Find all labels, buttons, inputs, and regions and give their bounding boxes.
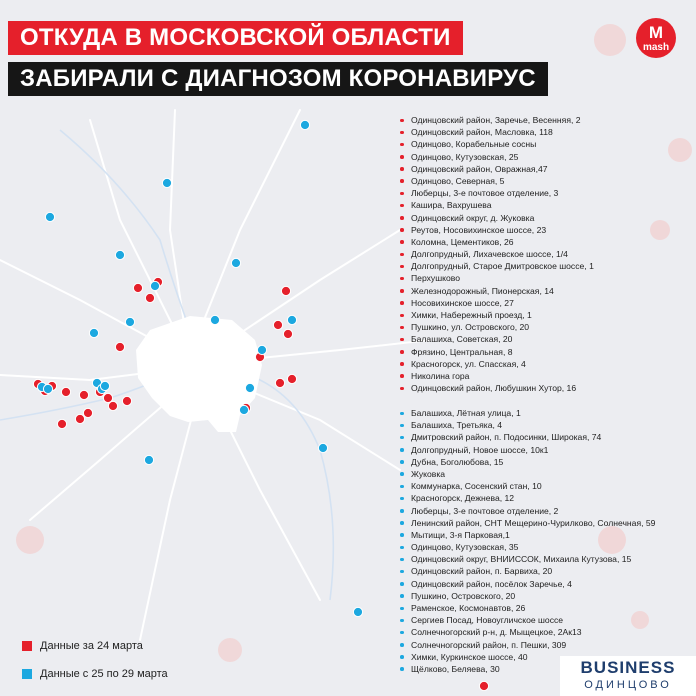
red-address-text: Носовихинское шоссе, 27 [411, 297, 514, 308]
red-address-text: Одинцово, Северная, 5 [411, 175, 505, 186]
red-address-item [396, 333, 696, 345]
blue-case-marker [115, 250, 124, 259]
red-address-bullet-icon [400, 338, 404, 342]
red-address-bullet-icon [400, 289, 404, 293]
red-address-text: Перхушково [411, 273, 461, 284]
red-case-marker [61, 387, 70, 396]
blue-address-item [396, 419, 696, 431]
red-address-text: Реутов, Носовихинское шоссе, 23 [411, 224, 547, 235]
blue-address-text: Одинцовский округ, ВНИИССОК, Михаила Кутузова, 15 [411, 554, 632, 565]
blue-address-item [396, 456, 696, 468]
blue-address-item [396, 431, 696, 443]
red-address-bullet-icon [400, 387, 404, 391]
blue-address-item [396, 614, 696, 626]
red-address-item [396, 346, 696, 358]
blue-address-bullet-icon [400, 448, 404, 452]
blue-address-item [396, 468, 696, 480]
red-address-bullet-icon [400, 131, 404, 135]
blue-address-text: Люберцы, 3-е почтовое отделение, 2 [411, 505, 559, 516]
red-case-marker [479, 681, 488, 690]
red-address-bullet-icon [400, 265, 404, 269]
blue-address-text: Одинцово, Кутузовская, 35 [411, 542, 519, 553]
blue-address-bullet-icon [400, 460, 404, 464]
red-address-bullet-icon [400, 301, 404, 305]
red-case-marker [281, 286, 290, 295]
blue-address-item [396, 529, 696, 541]
red-address-bullet-icon [400, 143, 404, 147]
red-address-bullet-icon [400, 204, 404, 208]
red-address-item [396, 199, 696, 211]
blue-case-marker [144, 455, 153, 464]
red-address-bullet-icon [400, 253, 404, 257]
blue-address-bullet-icon [400, 570, 404, 574]
blue-address-text: Химки, Куркинское шоссе, 40 [411, 651, 528, 662]
legend-label-blue: Данные с 25 по 29 марта [40, 668, 168, 680]
red-address-bullet-icon [400, 155, 404, 159]
blue-case-marker [162, 178, 171, 187]
red-address-bullet-icon [400, 119, 404, 123]
red-case-marker [83, 408, 92, 417]
blue-address-item [396, 407, 696, 419]
red-address-text: Одинцовский район, Овражная,47 [411, 163, 548, 174]
red-address-text: Коломна, Цементиков, 26 [411, 236, 514, 247]
red-address-item [396, 151, 696, 163]
mash-logo-glyph: M [648, 23, 664, 42]
red-address-item [396, 285, 696, 297]
red-address-item [396, 138, 696, 150]
blue-address-item [396, 517, 696, 529]
red-address-text: Красногорск, ул. Спасская, 4 [411, 358, 526, 369]
red-address-item [396, 248, 696, 260]
blue-address-text: Мытищи, 3-я Парковая,1 [411, 529, 510, 540]
red-address-text: Железнодорожный, Пионерская, 14 [411, 285, 554, 296]
blue-square-icon [22, 669, 32, 679]
red-address-text: Одинцовский район, Любушкин Хутор, 16 [411, 383, 577, 394]
red-case-marker [283, 329, 292, 338]
red-address-bullet-icon [400, 350, 404, 354]
blue-address-item [396, 505, 696, 517]
blue-address-item [396, 480, 696, 492]
mash-logo-text: mash [642, 42, 670, 53]
blue-address-bullet-icon [400, 655, 404, 659]
blue-address-item [396, 541, 696, 553]
blue-address-item [396, 578, 696, 590]
red-address-text: Кашира, Вахрушева [411, 200, 492, 211]
red-address-text: Николина гора [411, 370, 470, 381]
watermark-top-text: BUSINESS [580, 658, 676, 677]
blue-address-bullet-icon [400, 472, 404, 476]
blue-address-bullet-icon [400, 582, 404, 586]
blue-address-bullet-icon [400, 546, 404, 550]
blue-case-marker [125, 317, 134, 326]
red-address-item [396, 272, 696, 284]
blue-case-marker [150, 281, 159, 290]
blue-address-text: Долгопрудный, Новое шоссе, 10к1 [411, 444, 549, 455]
red-address-text: Одинцовский район, Масловка, 118 [411, 127, 553, 138]
red-address-bullet-icon [400, 277, 404, 281]
red-address-text: Пушкино, ул. Островского, 20 [411, 322, 530, 333]
red-case-marker [122, 396, 131, 405]
blue-case-marker [100, 381, 109, 390]
blue-address-bullet-icon [400, 485, 404, 489]
blue-address-item [396, 553, 696, 565]
blue-address-text: Одинцовский район, посёлок Заречье, 4 [411, 578, 572, 589]
red-address-item [396, 382, 696, 394]
legend-label-red: Данные за 24 марта [40, 640, 143, 652]
red-case-marker [287, 374, 296, 383]
title-line-1: ОТКУДА В МОСКОВСКОЙ ОБЛАСТИ [8, 21, 463, 55]
watermark-bottom-text: ОДИНЦОВО [584, 679, 672, 691]
red-address-bullet-icon [400, 192, 404, 196]
red-case-marker [79, 390, 88, 399]
legend [22, 636, 168, 692]
blue-case-marker [43, 384, 52, 393]
blue-address-item [396, 626, 696, 638]
red-address-text: Долгопрудный, Старое Дмитровское шоссе, 1 [411, 261, 594, 272]
blue-address-text: Щёлково, Беляева, 30 [411, 663, 500, 674]
red-case-marker [133, 283, 142, 292]
blue-address-bullet-icon [400, 558, 404, 562]
blue-case-marker [210, 315, 219, 324]
blue-address-bullet-icon [400, 509, 404, 513]
blue-address-bullet-icon [400, 436, 404, 440]
blue-address-text: Дубна, Боголюбова, 15 [411, 456, 504, 467]
blue-address-text: Балашиха, Лётная улица, 1 [411, 408, 521, 418]
blue-address-bullet-icon [400, 533, 404, 537]
blue-address-bullet-icon [400, 594, 404, 598]
red-address-bullet-icon [400, 228, 404, 232]
title-line-2: ЗАБИРАЛИ С ДИАГНОЗОМ КОРОНАВИРУС [8, 62, 548, 96]
red-address-text: Долгопрудный, Лихачевское шоссе, 1/4 [411, 249, 568, 260]
red-address-text: Фрязино, Центральная, 8 [411, 346, 513, 357]
blue-address-bullet-icon [400, 667, 404, 671]
blue-case-marker [318, 443, 327, 452]
red-address-item [396, 163, 696, 175]
red-address-text: Одинцово, Кутузовская, 25 [411, 151, 519, 162]
blue-address-text: Раменское, Космонавтов, 26 [411, 603, 526, 613]
red-address-bullet-icon [400, 326, 404, 330]
red-case-marker [75, 414, 84, 423]
blue-address-text: Жуковка [411, 468, 446, 479]
blue-address-text: Солнечногорский р-н, д. Мыщецкое, 2Ак13 [411, 627, 582, 638]
blue-address-text: Дмитровский район, п. Подосинки, Широкая, 74 [411, 432, 602, 443]
blue-address-item [396, 639, 696, 651]
red-address-item [396, 187, 696, 199]
blue-address-item [396, 602, 696, 614]
red-address-text: Химки, Набережный проезд, 1 [411, 310, 532, 320]
red-address-item [396, 358, 696, 370]
red-address-bullet-icon [400, 314, 404, 318]
red-address-item [396, 297, 696, 309]
red-case-marker [145, 293, 154, 302]
blue-case-marker [89, 328, 98, 337]
red-address-item [396, 224, 696, 236]
business-odintsovo-watermark [560, 656, 696, 696]
blue-case-marker [353, 607, 362, 616]
blue-address-text: Одинцовский район, п. Барвиха, 20 [411, 566, 553, 577]
red-square-icon [22, 641, 32, 651]
red-address-bullet-icon [400, 362, 404, 366]
blue-address-text: Красногорск, Дежнева, 12 [411, 493, 515, 504]
blue-case-marker [300, 120, 309, 129]
blue-address-bullet-icon [400, 619, 404, 623]
red-address-text: Одинцовский район, Заречье, Весенняя, 2 [411, 115, 581, 125]
red-address-bullet-icon [400, 374, 404, 378]
blue-address-text: Сергиев Посад, Новоугличское шоссе [411, 615, 564, 626]
red-address-text: Балашиха, Советская, 20 [411, 334, 513, 345]
red-case-marker [115, 342, 124, 351]
red-address-bullet-icon [400, 167, 404, 171]
red-address-item [396, 114, 696, 126]
red-address-item [396, 212, 696, 224]
red-address-bullet-icon [400, 240, 404, 244]
red-address-item [396, 175, 696, 187]
blue-address-text: Ленинский район, СНТ Мещерино-Чурилково, Солнечная, 59 [411, 517, 656, 528]
blue-address-bullet-icon [400, 643, 404, 647]
blue-case-marker [239, 405, 248, 414]
blue-address-text: Коммунарка, Сосенский стан, 10 [411, 481, 542, 492]
red-case-marker [108, 401, 117, 410]
red-case-marker [275, 378, 284, 387]
red-address-bullet-icon [400, 179, 404, 183]
blue-address-bullet-icon [400, 521, 404, 525]
blue-address-item [396, 492, 696, 504]
legend-item-blue [22, 664, 168, 684]
blue-address-text: Балашиха, Третьяка, 4 [411, 420, 503, 431]
blue-address-bullet-icon [400, 631, 404, 635]
red-address-item [396, 126, 696, 138]
blue-address-bullet-icon [400, 412, 404, 416]
red-address-text: Одинцовский округ, д. Жуковка [411, 212, 535, 223]
blue-address-item [396, 444, 696, 456]
blue-address-item [396, 590, 696, 602]
red-address-bullet-icon [400, 216, 404, 220]
mash-logo [636, 18, 676, 58]
blue-address-item [396, 565, 696, 577]
red-case-marker [57, 419, 66, 428]
blue-case-marker [257, 345, 266, 354]
red-address-text: Люберцы, 3-е почтовое отделение, 3 [411, 188, 559, 199]
blue-case-marker [245, 383, 254, 392]
red-address-text: Одинцово, Корабельные сосны [411, 139, 537, 150]
blue-address-bullet-icon [400, 424, 404, 428]
blue-address-bullet-icon [400, 607, 404, 611]
red-case-marker [103, 393, 112, 402]
blue-address-bullet-icon [400, 497, 404, 501]
blue-address-text: Солнечногорский район, п. Пешки, 309 [411, 639, 567, 650]
blue-case-marker [45, 212, 54, 221]
red-address-item [396, 309, 696, 321]
red-address-list [396, 114, 696, 394]
legend-item-red [22, 636, 168, 656]
red-address-item [396, 236, 696, 248]
blue-address-text: Пушкино, Островского, 20 [411, 590, 516, 601]
red-address-item [396, 260, 696, 272]
blue-address-list [396, 407, 696, 675]
blue-case-marker [231, 258, 240, 267]
blue-case-marker [287, 315, 296, 324]
red-case-marker [273, 320, 282, 329]
red-address-item [396, 370, 696, 382]
red-address-item [396, 321, 696, 333]
